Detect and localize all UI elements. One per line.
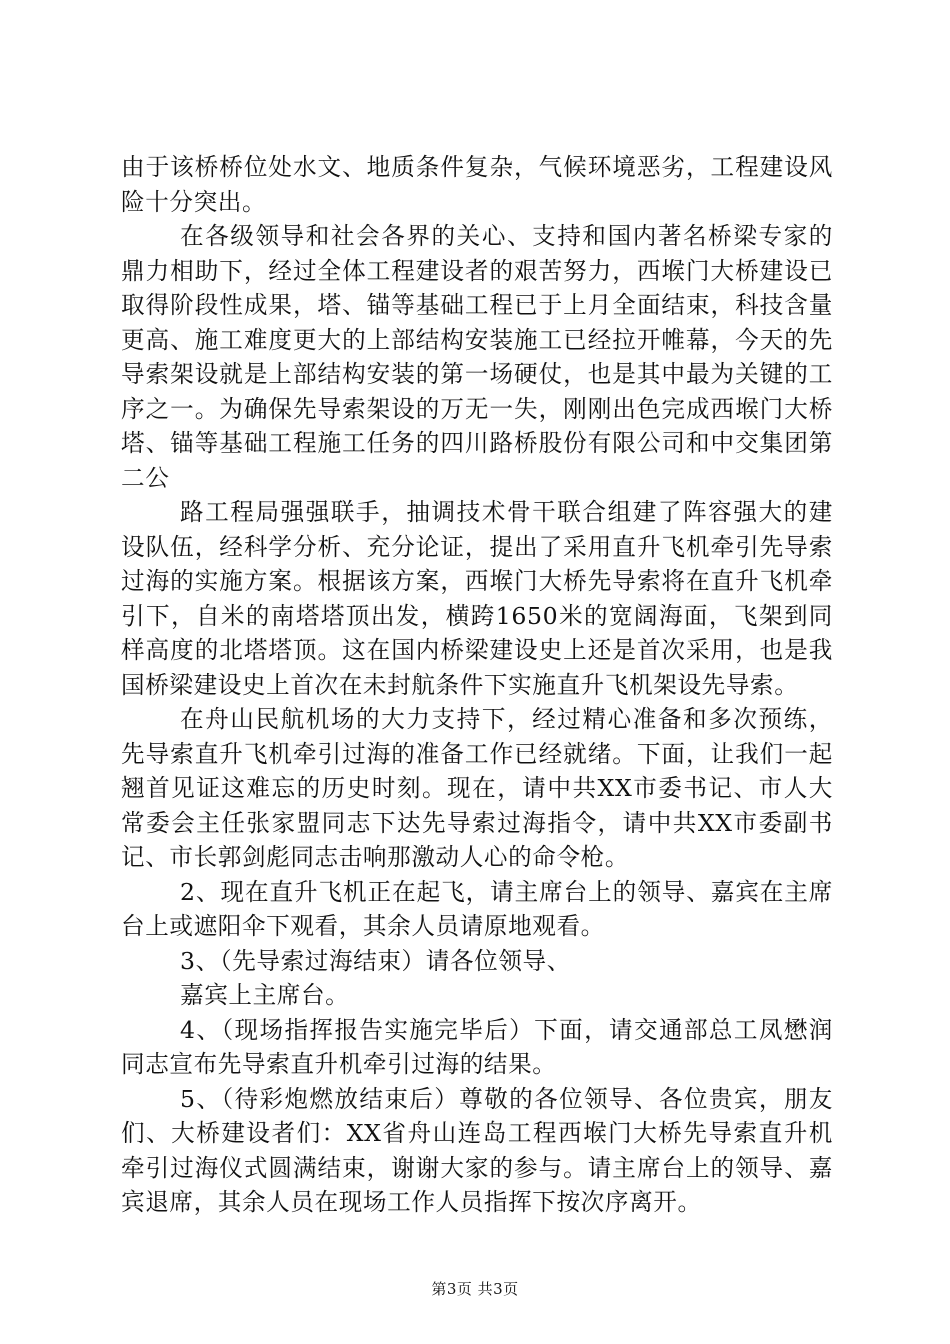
paragraph-9: 5、（待彩炮燃放结束后）尊敬的各位领导、各位贵宾，朋友们、大桥建设者们：XX省舟山连岛工程西堠门大桥先导索直升机牵引过海仪式圆满结束，谢谢大家的参与。请主席台上的领导、嘉宾退席，其余人员在现场工作人员指挥下按次序离开。 <box>121 1084 833 1216</box>
paragraph-3: 路工程局强强联手，抽调技术骨干联合组建了阵容强大的建设队伍，经科学分析、充分论证，提出了采用直升飞机牵引先导索过海的实施方案。根据该方案，西堠门大桥先导索将在直升飞机牵引下，自米的南塔塔顶出发，横跨1650米的宽阔海面，飞架到同样高度的北塔塔顶。这在国内桥梁建设史上还是首次采用，也是我国桥梁建设史上首次在未封航条件下实施直升飞机架设先导索。 <box>121 498 833 699</box>
paragraph-7: 嘉宾上主席台。 <box>180 981 350 1009</box>
page-number-footer: 第3页 共3页 <box>431 1280 519 1298</box>
paragraph-1: 由于该桥桥位处水文、地质条件复杂，气候环境恶劣，工程建设风险十分突出。 <box>121 153 833 216</box>
paragraph-4: 在舟山民航机场的大力支持下，经过精心准备和多次预练，先导索直升飞机牵引过海的准备工作已经就绪。下面，让我们一起翘首见证这难忘的历史时刻。现在，请中共XX市委书记、市人大常委会主任张家盟同志下达先导索过海指令，请中共XX市委副书记、市长郭剑彪同志击响那激动人心的命令枪。 <box>121 705 833 871</box>
document-body <box>121 150 833 1220</box>
paragraph-8: 4、（现场指挥报告实施完毕后）下面，请交通部总工凤懋润同志宣布先导索直升机牵引过海的结果。 <box>121 1015 833 1078</box>
paragraph-5: 2、现在直升飞机正在起飞，请主席台上的领导、嘉宾在主席台上或遮阳伞下观看，其余人员请原地观看。 <box>121 877 833 940</box>
paragraph-6: 3、（先导索过海结束）请各位领导、 <box>180 946 571 975</box>
paragraph-2: 在各级领导和社会各界的关心、支持和国内著名桥梁专家的鼎力相助下，经过全体工程建设者的艰苦努力，西堠门大桥建设已取得阶段性成果，塔、锚等基础工程已于上月全面结束，科技含量更高、施工难度更大的上部结构安装施工已经拉开帷幕，今天的先导索架设就是上部结构安装的第一场硬仗，也是其中最为关键的工序之一。为确保先导索架设的万无一失，刚刚出色完成西堠门大桥塔、锚等基础工程施工任务的四川路桥股份有限公司和中交集团第二公 <box>121 222 833 492</box>
